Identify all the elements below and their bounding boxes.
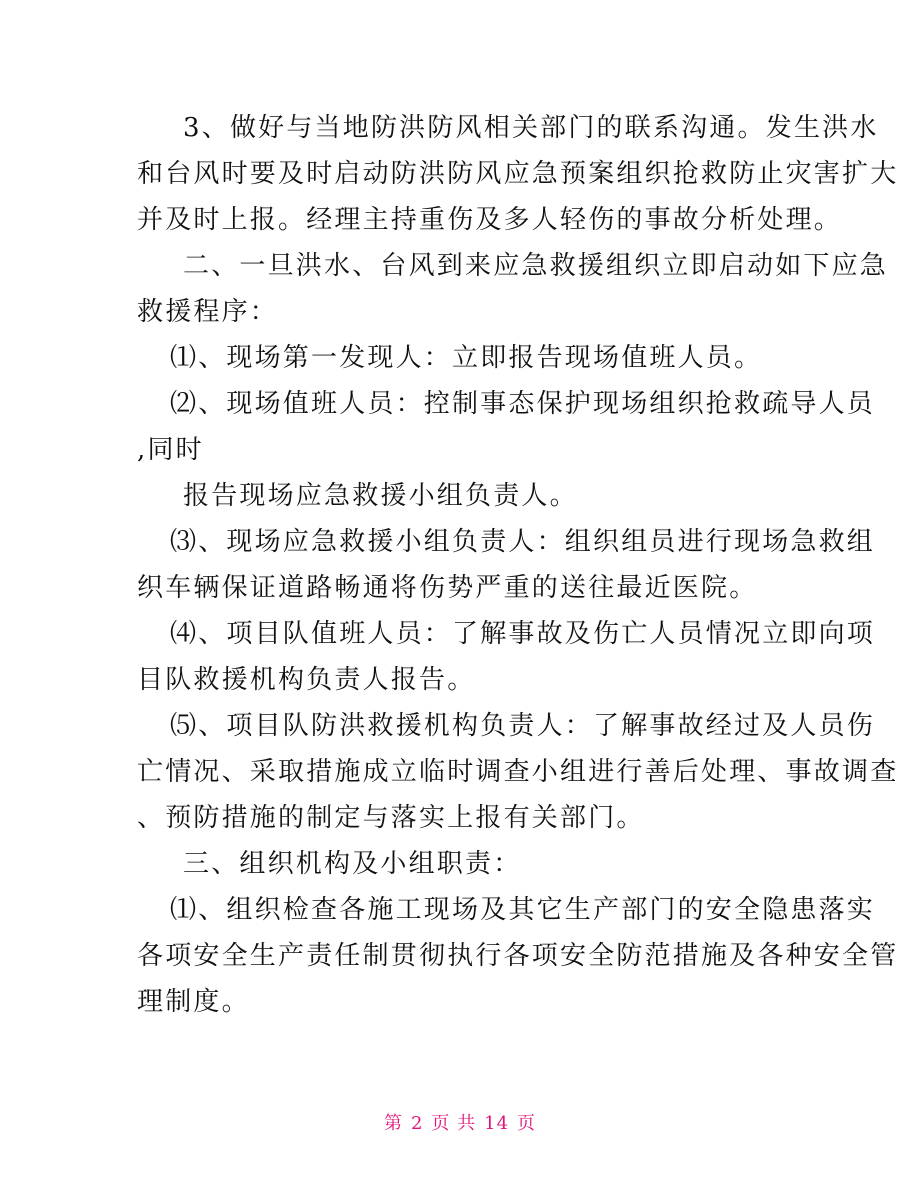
paragraph-line: 各项安全生产责任制贯彻执行各项安全防范措施及各种安全管 — [137, 941, 899, 971]
paragraph-line: ⑷、项目队值班人员：了解事故及伤亡人员情况立即向项 — [170, 619, 876, 649]
paragraph-line: 目队救援机构负责人报告。 — [137, 665, 476, 695]
paragraph-line: 和台风时要及时启动防洪防风应急预案组织抢救防止灾害扩大 — [137, 159, 899, 189]
paragraph-line: ⑵、现场值班人员：控制事态保护现场组织抢救疏导人员 — [170, 389, 876, 419]
paragraph-line: ⑴、组织检查各施工现场及其它生产部门的安全隐患落实 — [170, 895, 876, 925]
footer-page-number: 2 — [410, 1113, 424, 1134]
paragraph-line: 并及时上报。经理主持重伤及多人轻伤的事故分析处理。 — [137, 205, 843, 235]
footer-prefix: 第 — [383, 1113, 403, 1134]
paragraph-line: 亡情况、采取措施成立临时调查小组进行善后处理、事故调查 — [137, 757, 899, 787]
paragraph-line: 报告现场应急救援小组负责人。 — [183, 481, 578, 511]
paragraph-line: ⑴、现场第一发现人：立即报告现场值班人员。 — [170, 343, 763, 373]
paragraph-line: 救援程序： — [137, 297, 279, 327]
paragraph-line: 3、做好与当地防洪防风相关部门的联系沟通。发生洪水 — [183, 113, 879, 143]
paragraph-line: 、预防措施的制定与落实上报有关部门。 — [137, 803, 645, 833]
footer-suffix: 页 — [517, 1113, 537, 1134]
footer-mid: 页 共 — [431, 1113, 477, 1134]
paragraph-line: ⑶、现场应急救援小组负责人：组织组员进行现场急救组 — [170, 527, 876, 557]
paragraph-line: 织车辆保证道路畅通将伤势严重的送往最近医院。 — [137, 573, 758, 603]
paragraph-line: 三、组织机构及小组职责： — [183, 849, 522, 879]
page-footer — [0, 1112, 920, 1136]
footer-total-pages: 14 — [484, 1113, 510, 1134]
paragraph-line: ,同时 — [137, 435, 204, 465]
paragraph-line: 理制度。 — [137, 987, 250, 1017]
paragraph-line: ⑸、项目队防洪救援机构负责人：了解事故经过及人员伤 — [170, 711, 876, 741]
paragraph-line: 二、一旦洪水、台风到来应急救援组织立即启动如下应急 — [183, 251, 889, 281]
